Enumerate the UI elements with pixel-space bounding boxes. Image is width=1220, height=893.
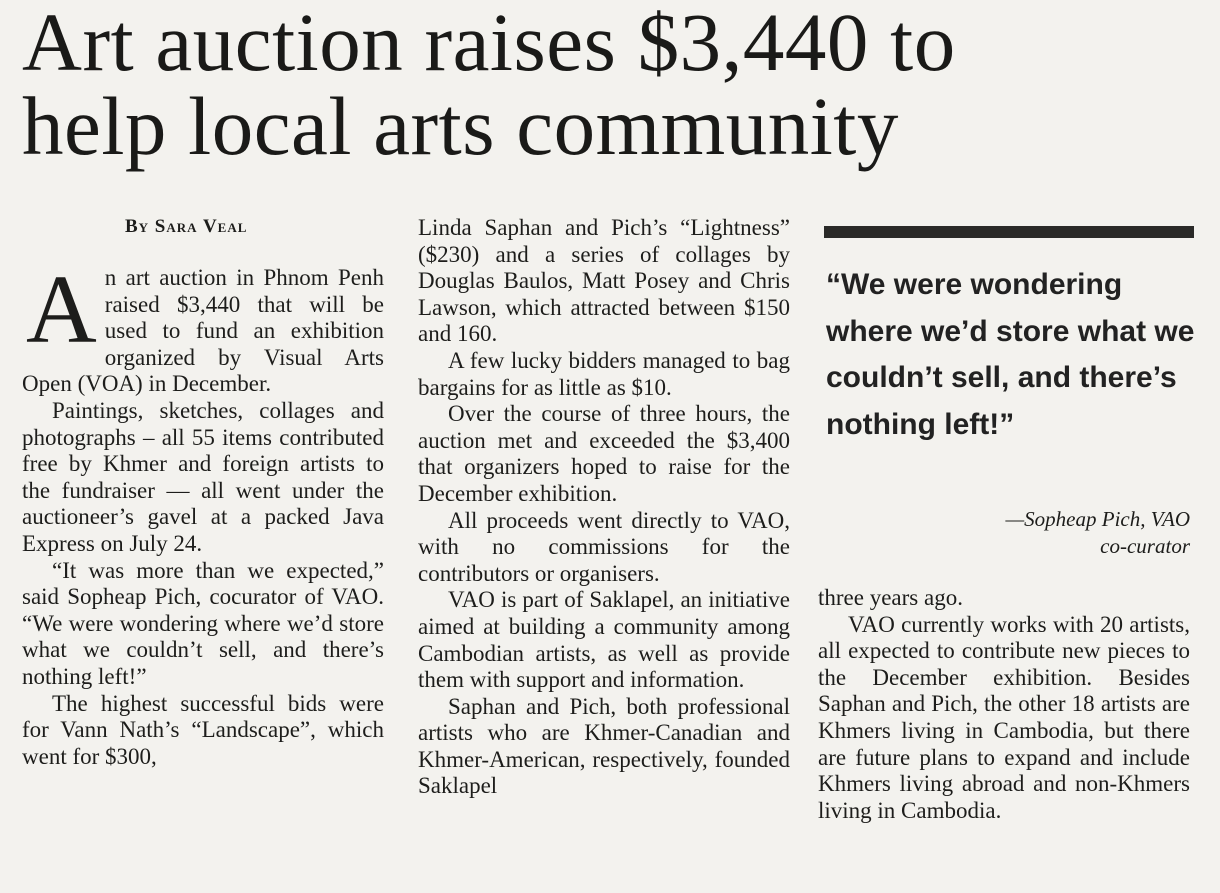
article-column-3: [818, 585, 1190, 824]
paragraph: VAO currently works with 20 artists, all expected to contribute new pieces to the December exhibition. Besides Saphan and Pich, the other 18 artists are Khmers living in Cambodia, but there are future plans to expand and include Khmers living abroad and non-Khmers living in Cambodia.: [818, 611, 1190, 823]
paragraph: Paintings, sketches, collages and photographs – all 55 items contributed free by Khmer and foreign artists to the fundraiser — all went under the auctioneer’s gavel at a packed Java Express on July 24.: [22, 397, 384, 556]
byline: By Sara Veal: [125, 216, 248, 237]
pull-quote: “We were wondering where we’d store what we couldn’t sell, and there’s nothing left!”: [826, 268, 1195, 441]
pull-quote-attribution: [900, 506, 1190, 560]
paragraph: Saphan and Pich, both professional artists who are Khmer-Canadian and Khmer-American, respectively, founded Saklapel: [418, 693, 790, 799]
paragraph: “It was more than we expected,” said Sopheap Pich, cocurator of VAO. “We were wondering where we’d store what we couldn’t sell, and there’s nothing left!”: [22, 557, 384, 689]
paragraph: VAO is part of Saklapel, an initiative aimed at building a community among Cambodian artists, as well as provide them with support and information.: [418, 587, 790, 693]
paragraph: The highest successful bids were for Vann Nath’s “Landscape”, which went for $300,: [22, 690, 384, 769]
article-column-2: [418, 215, 790, 800]
headline-line-1: Art auction raises $3,440 to: [22, 0, 956, 88]
paragraph: A few lucky bidders managed to bag bargains for as little as $10.: [418, 347, 790, 400]
paragraph-text: n art auction in Phnom Penh raised $3,440 that will be used to fund an exhibition organized by Visual Arts Open (VOA) in December.: [22, 265, 384, 397]
article-column-1: [22, 256, 384, 770]
attribution-line-1: —Sopheap Pich, VAO: [1005, 507, 1190, 531]
attribution-line-2: co-curator: [1100, 534, 1190, 558]
headline-line-2: help local arts community: [22, 80, 899, 172]
paragraph: All proceeds went directly to VAO, with no commissions for the contributors or organisers.: [418, 507, 790, 586]
paragraph: Over the course of three hours, the auction met and exceeded the $3,400 that organizers hoped to raise for the December exhibition.: [418, 401, 790, 506]
paragraph: Linda Saphan and Pich’s “Lightness” ($230) and a series of collages by Douglas Baulos, Matt Posey and Chris Lawson, which attracted between $150 and 160.: [418, 215, 790, 347]
pull-quote-rule: [824, 226, 1194, 238]
paragraph: [22, 256, 384, 398]
headline: [22, 0, 1212, 172]
drop-cap: A: [26, 256, 97, 364]
paragraph: three years ago.: [818, 585, 963, 610]
